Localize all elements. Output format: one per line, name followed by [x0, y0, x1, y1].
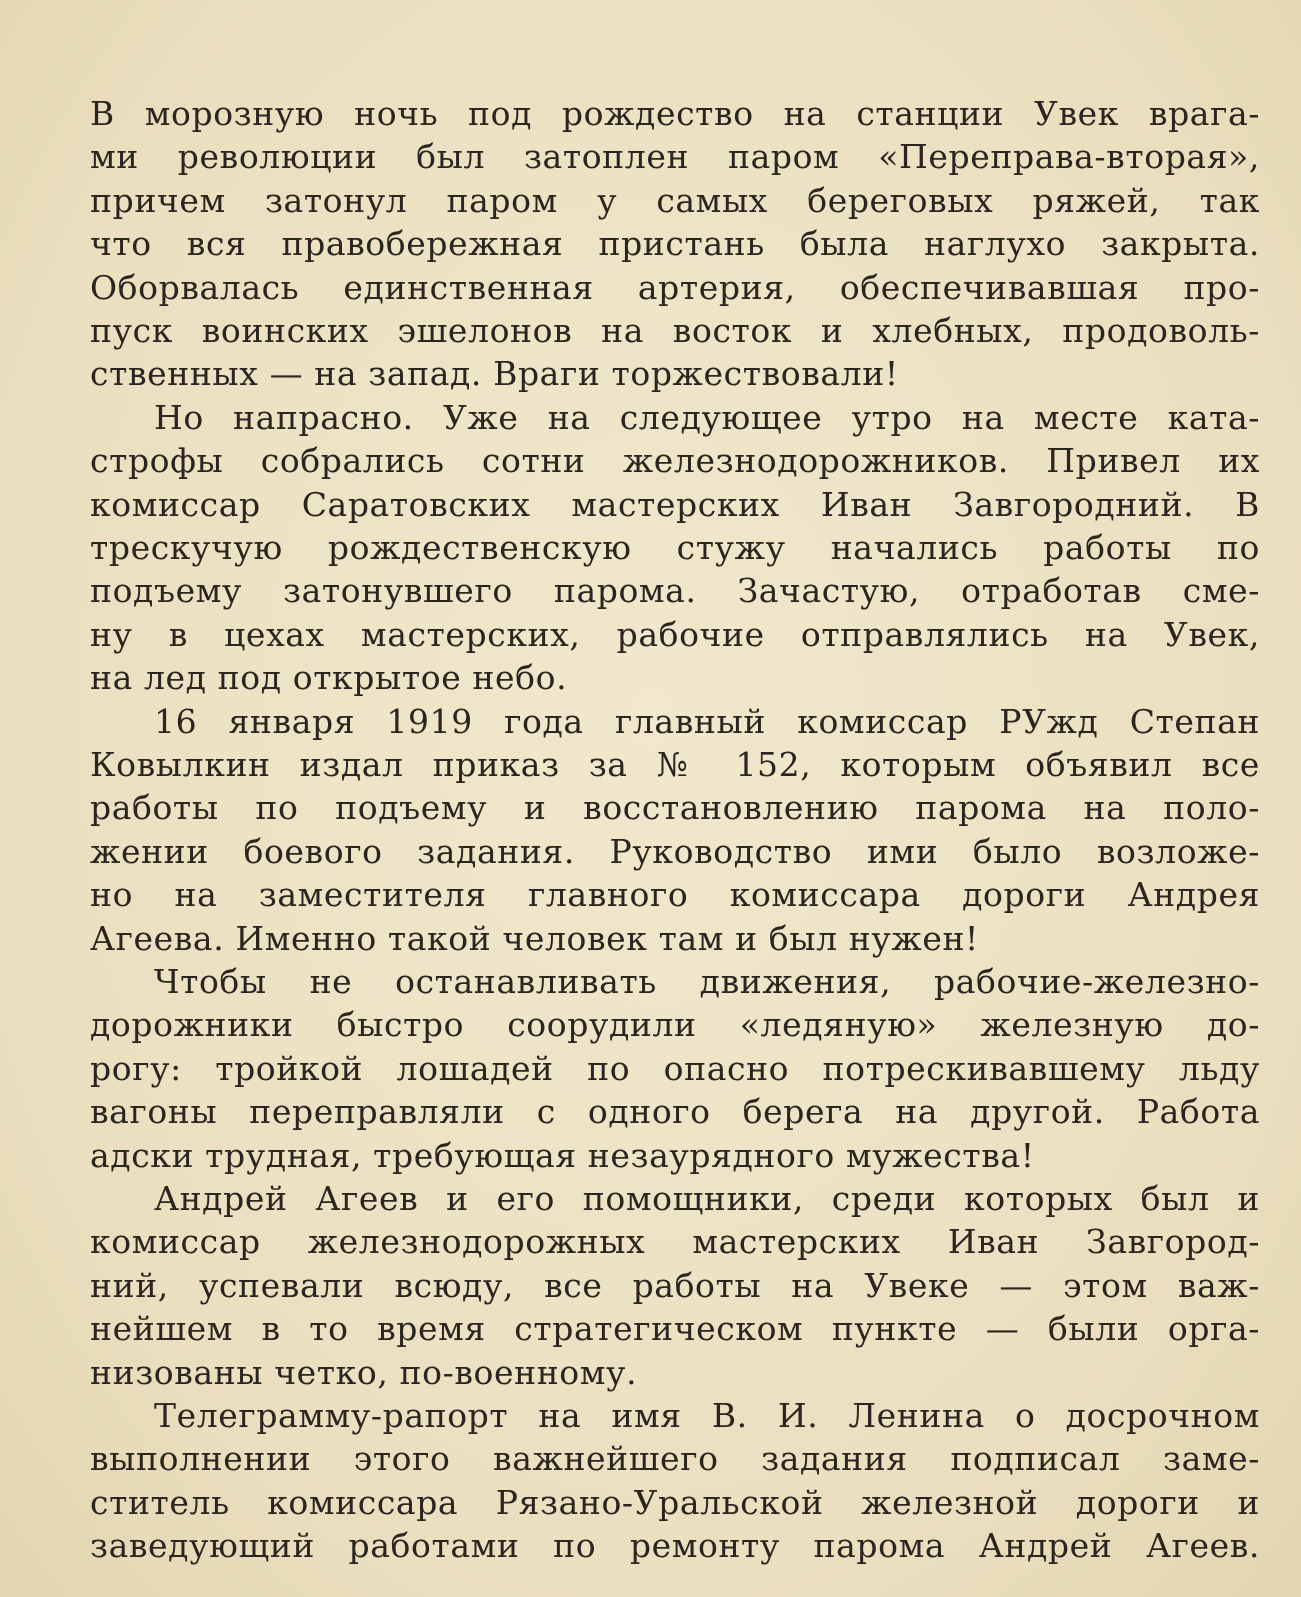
text-line: Ковылкин издал приказ за № 152, которым объявил все: [90, 745, 1260, 784]
text-line: Агеева. Именно такой человек там и был нужен!: [90, 918, 979, 958]
text-line: что вся правобережная пристань была наглухо закрыта.: [90, 224, 1260, 264]
text-line: жении боевого задания. Руководство ими было возложе-: [90, 831, 1260, 871]
text-line: 16 января 1919 года главный комиссар РУжд Степан: [154, 701, 1260, 741]
text-line: вагоны переправляли с одного берега на другой. Работа: [90, 1092, 1260, 1132]
text-line: выполнении этого важнейшего задания подписал заме-: [90, 1439, 1260, 1479]
text-line: ний, успевали всюду, все работы на Увеке — этом важ-: [90, 1265, 1260, 1305]
text-line: Телеграмму-рапорт на имя В. И. Ленина о досрочном: [154, 1396, 1260, 1435]
text-line: комиссар Саратовских мастерских Иван Завгородний. В: [90, 484, 1260, 524]
text-line: работы по подъему и восстановлению парома на поло-: [90, 788, 1260, 828]
text-line: В морозную ночь под рождество на станции Увек врага-: [90, 94, 1260, 133]
text-line: подъему затонувшего парома. Зачастую, отработав сме-: [90, 571, 1260, 611]
text-line: дорожники быстро соорудили «ледяную» железную до-: [90, 1005, 1260, 1045]
text-line: нейшем в то время стратегическом пункте — были орга-: [90, 1309, 1260, 1349]
text-line: ститель комиссара Рязано-Уральской железной дороги и: [90, 1482, 1260, 1522]
text-line: но на заместителя главного комиссара дороги Андрея: [90, 875, 1260, 915]
text-line: рогу: тройкой лошадей по опасно потрескивавшему льду: [90, 1048, 1260, 1088]
text-line: причем затонул паром у самых береговых ряжей, так: [90, 180, 1260, 220]
text-line: низованы четко, по-военному.: [90, 1352, 638, 1392]
text-line: Чтобы не останавливать движения, рабочие-железно-: [154, 962, 1260, 1001]
text-line: Оборвалась единственная артерия, обеспечивавшая про-: [90, 267, 1260, 307]
text-line: Но напрасно. Уже на следующее утро на месте ката-: [154, 397, 1260, 437]
text-line: на лед под открытое небо.: [90, 658, 568, 698]
text-line: комиссар железнодорожных мастерских Иван Завгород-: [90, 1222, 1260, 1262]
text-line: ну в цехах мастерских, рабочие отправлялись на Увек,: [90, 614, 1260, 654]
text-line: Андрей Агеев и его помощники, среди которых был и: [154, 1179, 1260, 1218]
text-line: ми революции был затоплен паром «Переправа-вторая»,: [90, 137, 1260, 177]
text-line: заведующий работами по ремонту парома Андрей Агеев.: [90, 1526, 1260, 1566]
text-line: адски трудная, требующая незаурядного мужества!: [90, 1135, 1035, 1175]
text-line: строфы собрались сотни железнодорожников. Привел их: [90, 441, 1260, 481]
text-line: пуск воинских эшелонов на восток и хлебных, продоволь-: [90, 311, 1260, 350]
text-line: ственных — на запад. Враги торжествовали!: [90, 354, 899, 394]
text-line: трескучую рождественскую стужу начались работы по: [90, 528, 1260, 567]
